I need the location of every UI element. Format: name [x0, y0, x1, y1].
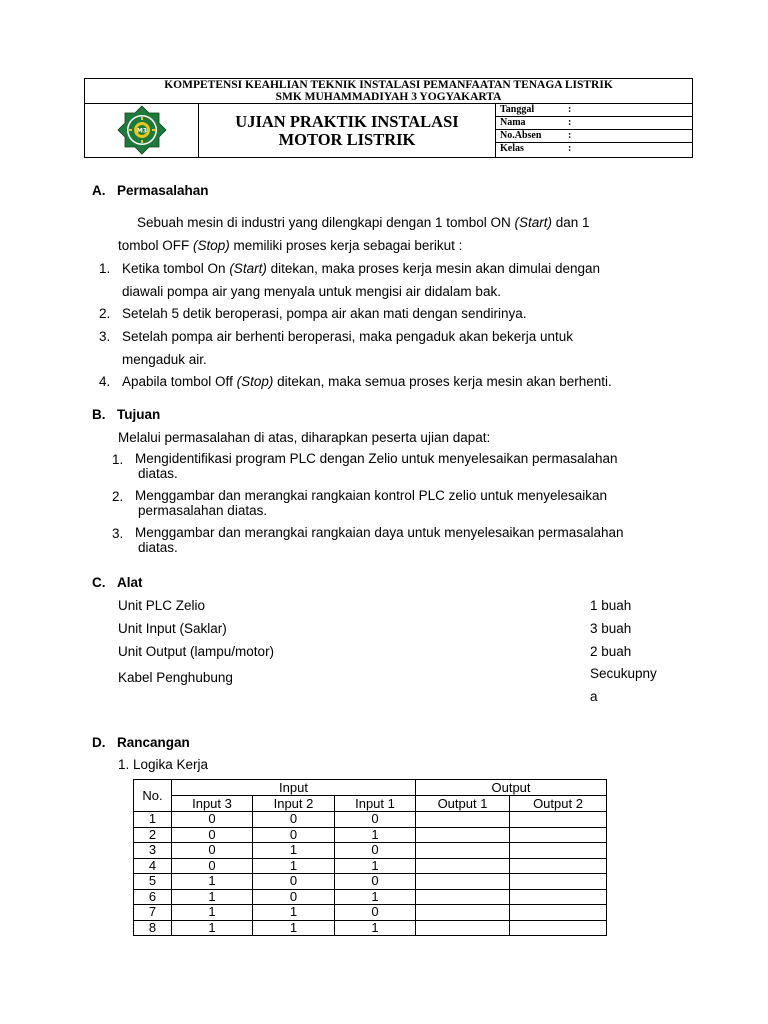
table-row [134, 812, 607, 828]
section-title: Rancangan [117, 735, 190, 750]
field-kelas [496, 143, 692, 157]
school-logo-icon [112, 105, 172, 155]
field-colon: : [568, 130, 572, 141]
header-input-group: Input [172, 780, 416, 796]
field-label: No.Absen [500, 130, 542, 141]
list-number: 3. [99, 329, 111, 344]
input-cell: 0 [335, 905, 416, 921]
output-cell[interactable] [510, 889, 607, 905]
header-output-1: Output 1 [416, 796, 510, 812]
output-cell[interactable] [510, 920, 607, 936]
header-line-1: KOMPETENSI KEAHLIAN TEKNIK INSTALASI PEMANFAATAN TENAGA LISTRIK [164, 79, 613, 91]
section-a-intro-line-1: Sebuah mesin di industri yang dilengkapi dengan 1 tombol ON (Start) dan 1 [137, 215, 590, 230]
section-letter: A. [92, 183, 106, 198]
section-letter: B. [92, 407, 106, 422]
list-number: 2. [112, 489, 124, 504]
input-cell: 0 [253, 827, 335, 843]
header-input-1: Input 1 [335, 796, 416, 812]
input-cell: 1 [253, 858, 335, 874]
document-header [84, 78, 693, 158]
field-nama [496, 117, 692, 130]
input-cell: 0 [253, 874, 335, 890]
row-number-cell: 1 [134, 812, 172, 828]
input-cell: 1 [172, 874, 253, 890]
field-label: Tanggal [500, 104, 535, 115]
section-title: Alat [117, 575, 143, 590]
list-number: 1. [112, 452, 124, 467]
exam-title [199, 104, 496, 157]
input-cell: 1 [253, 843, 335, 859]
section-d-heading [92, 735, 190, 751]
output-cell[interactable] [510, 905, 607, 921]
input-cell: 1 [335, 858, 416, 874]
output-cell[interactable] [510, 843, 607, 859]
tool-quantity: 3 buah [590, 621, 632, 636]
list-item: Ketika tombol On (Start) ditekan, maka proses kerja mesin akan dimulai dengan [122, 261, 601, 276]
table-row [134, 920, 607, 936]
section-b-intro: Melalui permasalahan di atas, diharapkan peserta ujian dapat: [118, 430, 491, 445]
input-cell: 0 [253, 812, 335, 828]
field-tanggal [496, 104, 692, 117]
field-colon: : [568, 117, 572, 128]
table-row [134, 843, 607, 859]
tool-quantity: 2 buah [590, 644, 632, 659]
list-item: Menggambar dan merangkai rangkaian kontrol PLC zelio untuk menyelesaikan [135, 488, 608, 503]
tool-name: Unit Input (Saklar) [118, 621, 227, 636]
section-title: Tujuan [117, 407, 161, 422]
field-colon: : [568, 143, 572, 154]
output-cell[interactable] [416, 920, 510, 936]
output-cell[interactable] [510, 827, 607, 843]
tool-name: Unit PLC Zelio [118, 598, 206, 613]
tool-name: Kabel Penghubung [118, 670, 233, 685]
output-cell[interactable] [416, 905, 510, 921]
svg-text:M3: M3 [136, 127, 148, 135]
school-logo [85, 104, 199, 157]
input-cell: 0 [335, 812, 416, 828]
output-cell[interactable] [510, 874, 607, 890]
list-number: 1. [99, 261, 111, 276]
row-number-cell: 8 [134, 920, 172, 936]
input-cell: 1 [172, 920, 253, 936]
exam-title-line-2: MOTOR LISTRIK [278, 130, 416, 149]
tool-quantity: Secukupny [590, 666, 657, 681]
header-input-2: Input 2 [253, 796, 335, 812]
section-letter: D. [92, 735, 106, 750]
input-cell: 1 [335, 920, 416, 936]
field-colon: : [568, 104, 572, 115]
list-item-continuation: mengaduk air. [122, 352, 207, 367]
section-c-heading [92, 575, 143, 591]
list-item-continuation: diatas. [138, 466, 178, 481]
header-institution [85, 79, 692, 104]
input-cell: 0 [172, 827, 253, 843]
list-number: 2. [99, 306, 111, 321]
header-no: No. [134, 780, 172, 812]
row-number-cell: 2 [134, 827, 172, 843]
header-output-group: Output [416, 780, 607, 796]
row-number-cell: 4 [134, 858, 172, 874]
output-cell[interactable] [416, 812, 510, 828]
output-cell[interactable] [416, 874, 510, 890]
row-number-cell: 5 [134, 874, 172, 890]
output-cell[interactable] [510, 812, 607, 828]
exam-title-line-1: UJIAN PRAKTIK INSTALASI [235, 112, 459, 131]
input-cell: 1 [253, 905, 335, 921]
table-row [134, 858, 607, 874]
input-cell: 1 [253, 920, 335, 936]
input-cell: 0 [335, 874, 416, 890]
table-row [134, 874, 607, 890]
list-item: Mengidentifikasi program PLC dengan Zelio untuk menyelesaikan permasalahan [135, 451, 618, 466]
output-cell[interactable] [416, 827, 510, 843]
row-number-cell: 6 [134, 889, 172, 905]
input-cell: 1 [172, 889, 253, 905]
tool-name: Unit Output (lampu/motor) [118, 644, 275, 659]
input-cell: 0 [335, 843, 416, 859]
row-number-cell: 7 [134, 905, 172, 921]
logic-truth-table [133, 779, 607, 936]
section-title: Permasalahan [117, 183, 209, 198]
list-item-continuation: permasalahan diatas. [138, 503, 268, 518]
field-label: Nama [500, 117, 526, 128]
table-row [134, 905, 607, 921]
section-letter: C. [92, 575, 106, 590]
tool-quantity: 1 buah [590, 598, 632, 613]
list-number: 3. [112, 526, 124, 541]
output-cell[interactable] [510, 858, 607, 874]
header-input-3: Input 3 [172, 796, 253, 812]
list-number: 4. [99, 374, 111, 389]
header-line-2: SMK MUHAMMADIYAH 3 YOGYAKARTA [275, 90, 502, 103]
list-item-continuation: diawali pompa air yang menyala untuk mengisi air didalam bak. [122, 284, 501, 299]
field-label: Kelas [500, 143, 524, 154]
list-item: Menggambar dan merangkai rangkaian daya untuk menyelesaikan permasalahan [135, 525, 624, 540]
list-item-continuation: diatas. [138, 540, 178, 555]
input-cell: 0 [172, 858, 253, 874]
tool-quantity-continuation: a [590, 689, 598, 704]
output-cell[interactable] [416, 858, 510, 874]
header-output-2: Output 2 [510, 796, 607, 812]
table-row [134, 889, 607, 905]
list-item: Setelah pompa air berhenti beroperasi, maka pengaduk akan bekerja untuk [122, 329, 574, 344]
input-cell: 0 [172, 843, 253, 859]
row-number-cell: 3 [134, 843, 172, 859]
input-cell: 0 [253, 889, 335, 905]
output-cell[interactable] [416, 889, 510, 905]
section-a-intro-line-2: tombol OFF (Stop) memiliki proses kerja sebagai berikut : [118, 238, 463, 253]
input-cell: 0 [172, 812, 253, 828]
input-cell: 1 [335, 827, 416, 843]
input-cell: 1 [172, 905, 253, 921]
table-row [134, 827, 607, 843]
output-cell[interactable] [416, 843, 510, 859]
field-no-absen [496, 130, 692, 143]
section-b-heading [92, 407, 160, 423]
input-cell: 1 [335, 889, 416, 905]
list-item: Setelah 5 detik beroperasi, pompa air akan mati dengan sendirinya. [122, 306, 527, 321]
student-info-fields [496, 104, 692, 157]
subsection-title: 1. Logika Kerja [118, 757, 209, 772]
list-item: Apabila tombol Off (Stop) ditekan, maka semua proses kerja mesin akan berhenti. [122, 374, 612, 389]
section-a-heading [92, 183, 209, 199]
